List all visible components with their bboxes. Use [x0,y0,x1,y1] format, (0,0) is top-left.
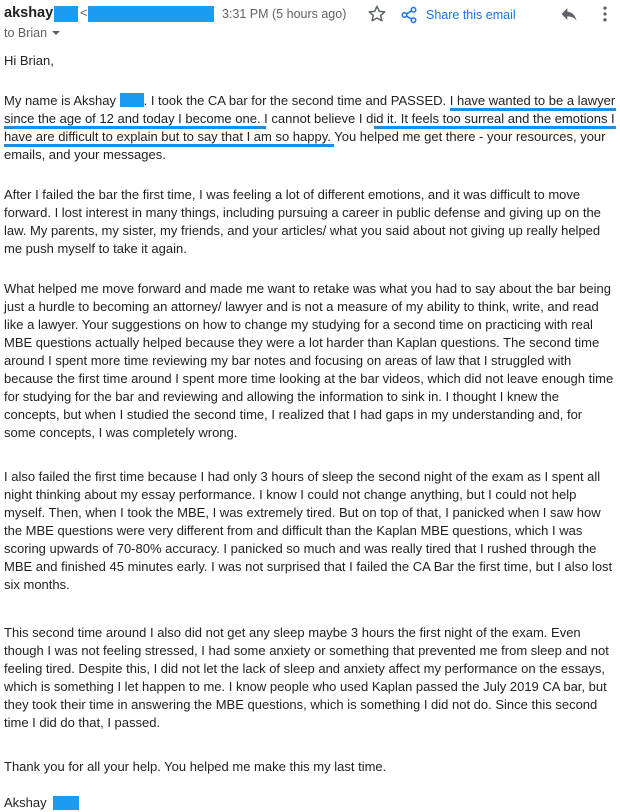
greeting: Hi Brian, [4,53,54,68]
recipient-label: to Brian [4,26,48,40]
reply-icon[interactable] [558,4,580,24]
signature-name: Akshay [4,795,47,810]
paragraph-4: I also failed the first time because I had only 3 hours of sleep the second night of the exam as I spent all night thinking about my essay performance. I know I could not change anything, but I could not help myself. Then, when I took the MBE, I was extremely tired. But on top of that, I panicked when I saw how the MBE questions were very different from and difficult than the Kaplan MBE questions, which I was scoring upwards of 70-80% accuracy. I panicked so much and was really tired that I rushed through the MBE and finished 45 minutes early. I was not surprised that I failed the CA Bar the first time, but I also lost six months. [4,469,613,592]
paragraph-6: Thank you for all your help. You helped me make this my last time. [4,759,387,774]
highlight-underline [4,126,266,129]
highlight-underline [4,144,334,147]
email-timestamp: 3:31 PM (5 hours ago) [222,7,347,21]
paragraph-1-start: My name is Akshay [4,93,120,108]
share-email-button[interactable] [400,6,516,24]
highlight-underline [374,126,616,129]
dropdown-caret-icon [51,28,61,38]
highlight-underline [450,108,616,111]
share-icon [400,6,418,24]
share-email-label: Share this email [426,8,516,22]
signature [4,794,79,812]
paragraph-3: What helped me move forward and made me want to retake was what you had to say about the bar being just a hurdle to becoming an attorney/ lawyer and is not a measure of my ability to think, write, and read like a lawyer. Your suggestions on how to change my studying for a second time on practicing with real MBE questions actually helped because they were a lot harder than Kaplan questions. The second time around I spent more time reviewing my bar notes and focusing on areas of law that I struggled with because the first time around I spent more time looking at the bar videos, which did not leave enough time for studying for the bar and reviewing and allowing the information to sink in. I thought I knew the concepts, but when I studied the second time, I realized that I had gaps in my understanding and, for some concepts, I was completely wrong. [4,281,614,440]
sender-email-bracket: < [80,5,88,20]
sender-name: akshay [4,5,54,21]
redacted-block [54,6,78,22]
paragraph-2: After I failed the bar the first time, I was feeling a lot of different emotions, and it was difficult to move forward. I lost interest in many things, including pursuing a career in public defense and giving up on the law. My parents, my sister, my friends, and your articles/ what you said about not giving up really helped me push myself to take it again. [4,187,601,256]
email-header [0,0,620,44]
recipient-details-toggle[interactable] [4,26,61,40]
paragraph-1-rest: . I took the CA bar for the second time and PASSED. I have wanted to be a lawyer since the age of 12 and today I become one. I cannot believe I did it. It feels too surreal and the emotions I have are difficult to explain but to say that I am so happy. You helped me get there - your resources, your emails, and your messages. [4,93,616,162]
star-icon[interactable] [367,4,387,24]
redacted-email [88,6,214,22]
paragraph-5: This second time around I also did not get any sleep maybe 3 hours the first night of the exam. Even though I was not feeling stressed, I had some anxiety or something that prevented me from sleep and not feeling tired. Despite this, I did not let the lack of sleep and anxiety affect my performance on the essays, which is something I let happen to me. I know people who used Kaplan passed the July 2019 CA bar, but they took their time in answering the MBE questions, which is something I did not do. Since this second time I did do that, I passed. [4,625,609,730]
more-vert-icon[interactable] [600,4,610,24]
redacted-signature [53,796,79,810]
redacted-surname [120,93,144,107]
